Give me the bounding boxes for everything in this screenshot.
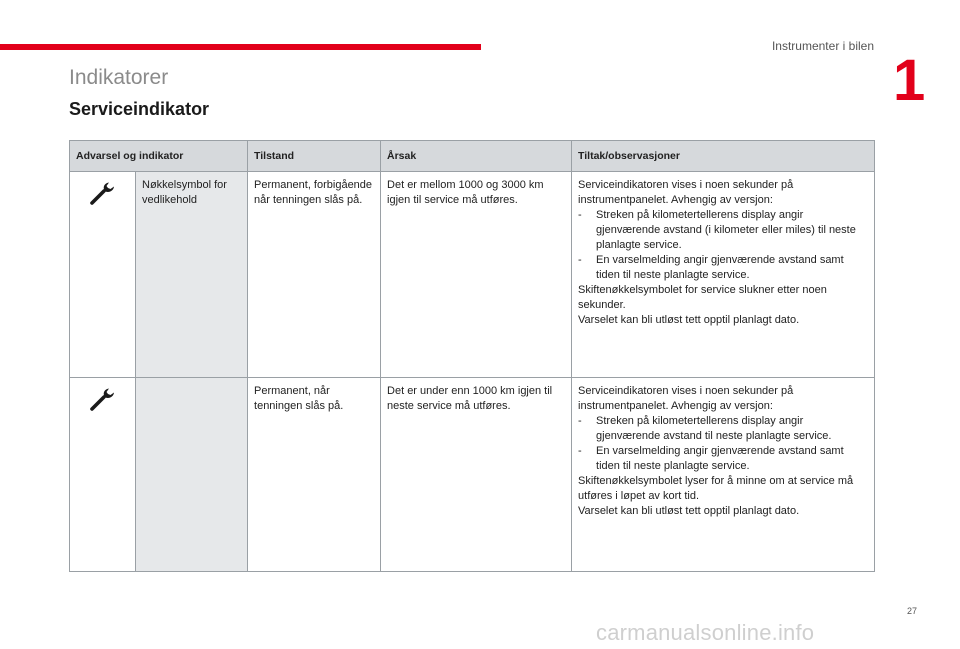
page-subheading: Serviceindikator xyxy=(69,99,210,119)
page-number: 27 xyxy=(906,606,917,616)
table-row xyxy=(70,172,875,378)
header-action: Tiltak/observasjoner xyxy=(572,141,875,172)
table-row xyxy=(70,378,875,572)
cause-cell: Det er mellom 1000 og 3000 km igjen til service må utføres. xyxy=(381,172,572,378)
action-intro: Serviceindikatoren vises i noen sekunder på instrumentpanelet. Avhengig av versjon: xyxy=(578,179,794,206)
action-intro: Serviceindikatoren vises i noen sekunder på instrumentpanelet. Avhengig av versjon: xyxy=(578,385,794,412)
section-label: Instrumenter i bilen xyxy=(771,39,874,53)
wrench-icon xyxy=(88,384,118,414)
service-indicator-table xyxy=(69,140,875,572)
action-line: Skiftenøkkelsymbolet lyser for å minne om at service må utføres i løpet av kort tid. xyxy=(578,475,854,502)
indicator-name: Nøkkelsymbol for vedlikehold xyxy=(136,172,248,378)
wrench-icon xyxy=(88,178,118,208)
action-bullet: - En varselmelding angir gjenværende avstand samt tiden til neste planlagte service. xyxy=(578,254,844,281)
state-cell: Permanent, forbigående når tenningen slås på. xyxy=(248,172,381,378)
page-heading: Indikatorer xyxy=(69,66,169,89)
action-cell xyxy=(572,378,875,572)
indicator-icon-cell xyxy=(70,378,136,572)
header-cause: Årsak xyxy=(381,141,572,172)
header-state: Tilstand xyxy=(248,141,381,172)
table-header-row xyxy=(70,141,875,172)
action-line: Varselet kan bli utløst tett opptil planlagt dato. xyxy=(578,505,800,517)
cause-cell: Det er under enn 1000 km igjen til neste service må utføres. xyxy=(381,378,572,572)
state-cell: Permanent, når tenningen slås på. xyxy=(248,378,381,572)
action-line: Skiftenøkkelsymbolet for service slukner etter noen sekunder. xyxy=(578,284,827,311)
action-cell xyxy=(572,172,875,378)
action-bullet: - Streken på kilometertellerens display angir gjenværende avstand (i kilometer eller miles) til neste planlagte service. xyxy=(578,209,856,251)
action-line: Varselet kan bli utløst tett opptil planlagt dato. xyxy=(578,314,800,326)
header-indicator: Advarsel og indikator xyxy=(70,141,248,172)
accent-bar xyxy=(0,44,481,50)
chapter-number: 1 xyxy=(893,48,926,113)
watermark: carmanualsonline.info xyxy=(596,620,815,645)
indicator-icon-cell xyxy=(70,172,136,378)
indicator-name xyxy=(136,378,248,572)
action-bullet: - En varselmelding angir gjenværende avstand samt tiden til neste planlagte service. xyxy=(578,445,844,472)
action-bullet: - Streken på kilometertellerens display angir gjenværende avstand til neste planlagte service. xyxy=(578,415,832,442)
